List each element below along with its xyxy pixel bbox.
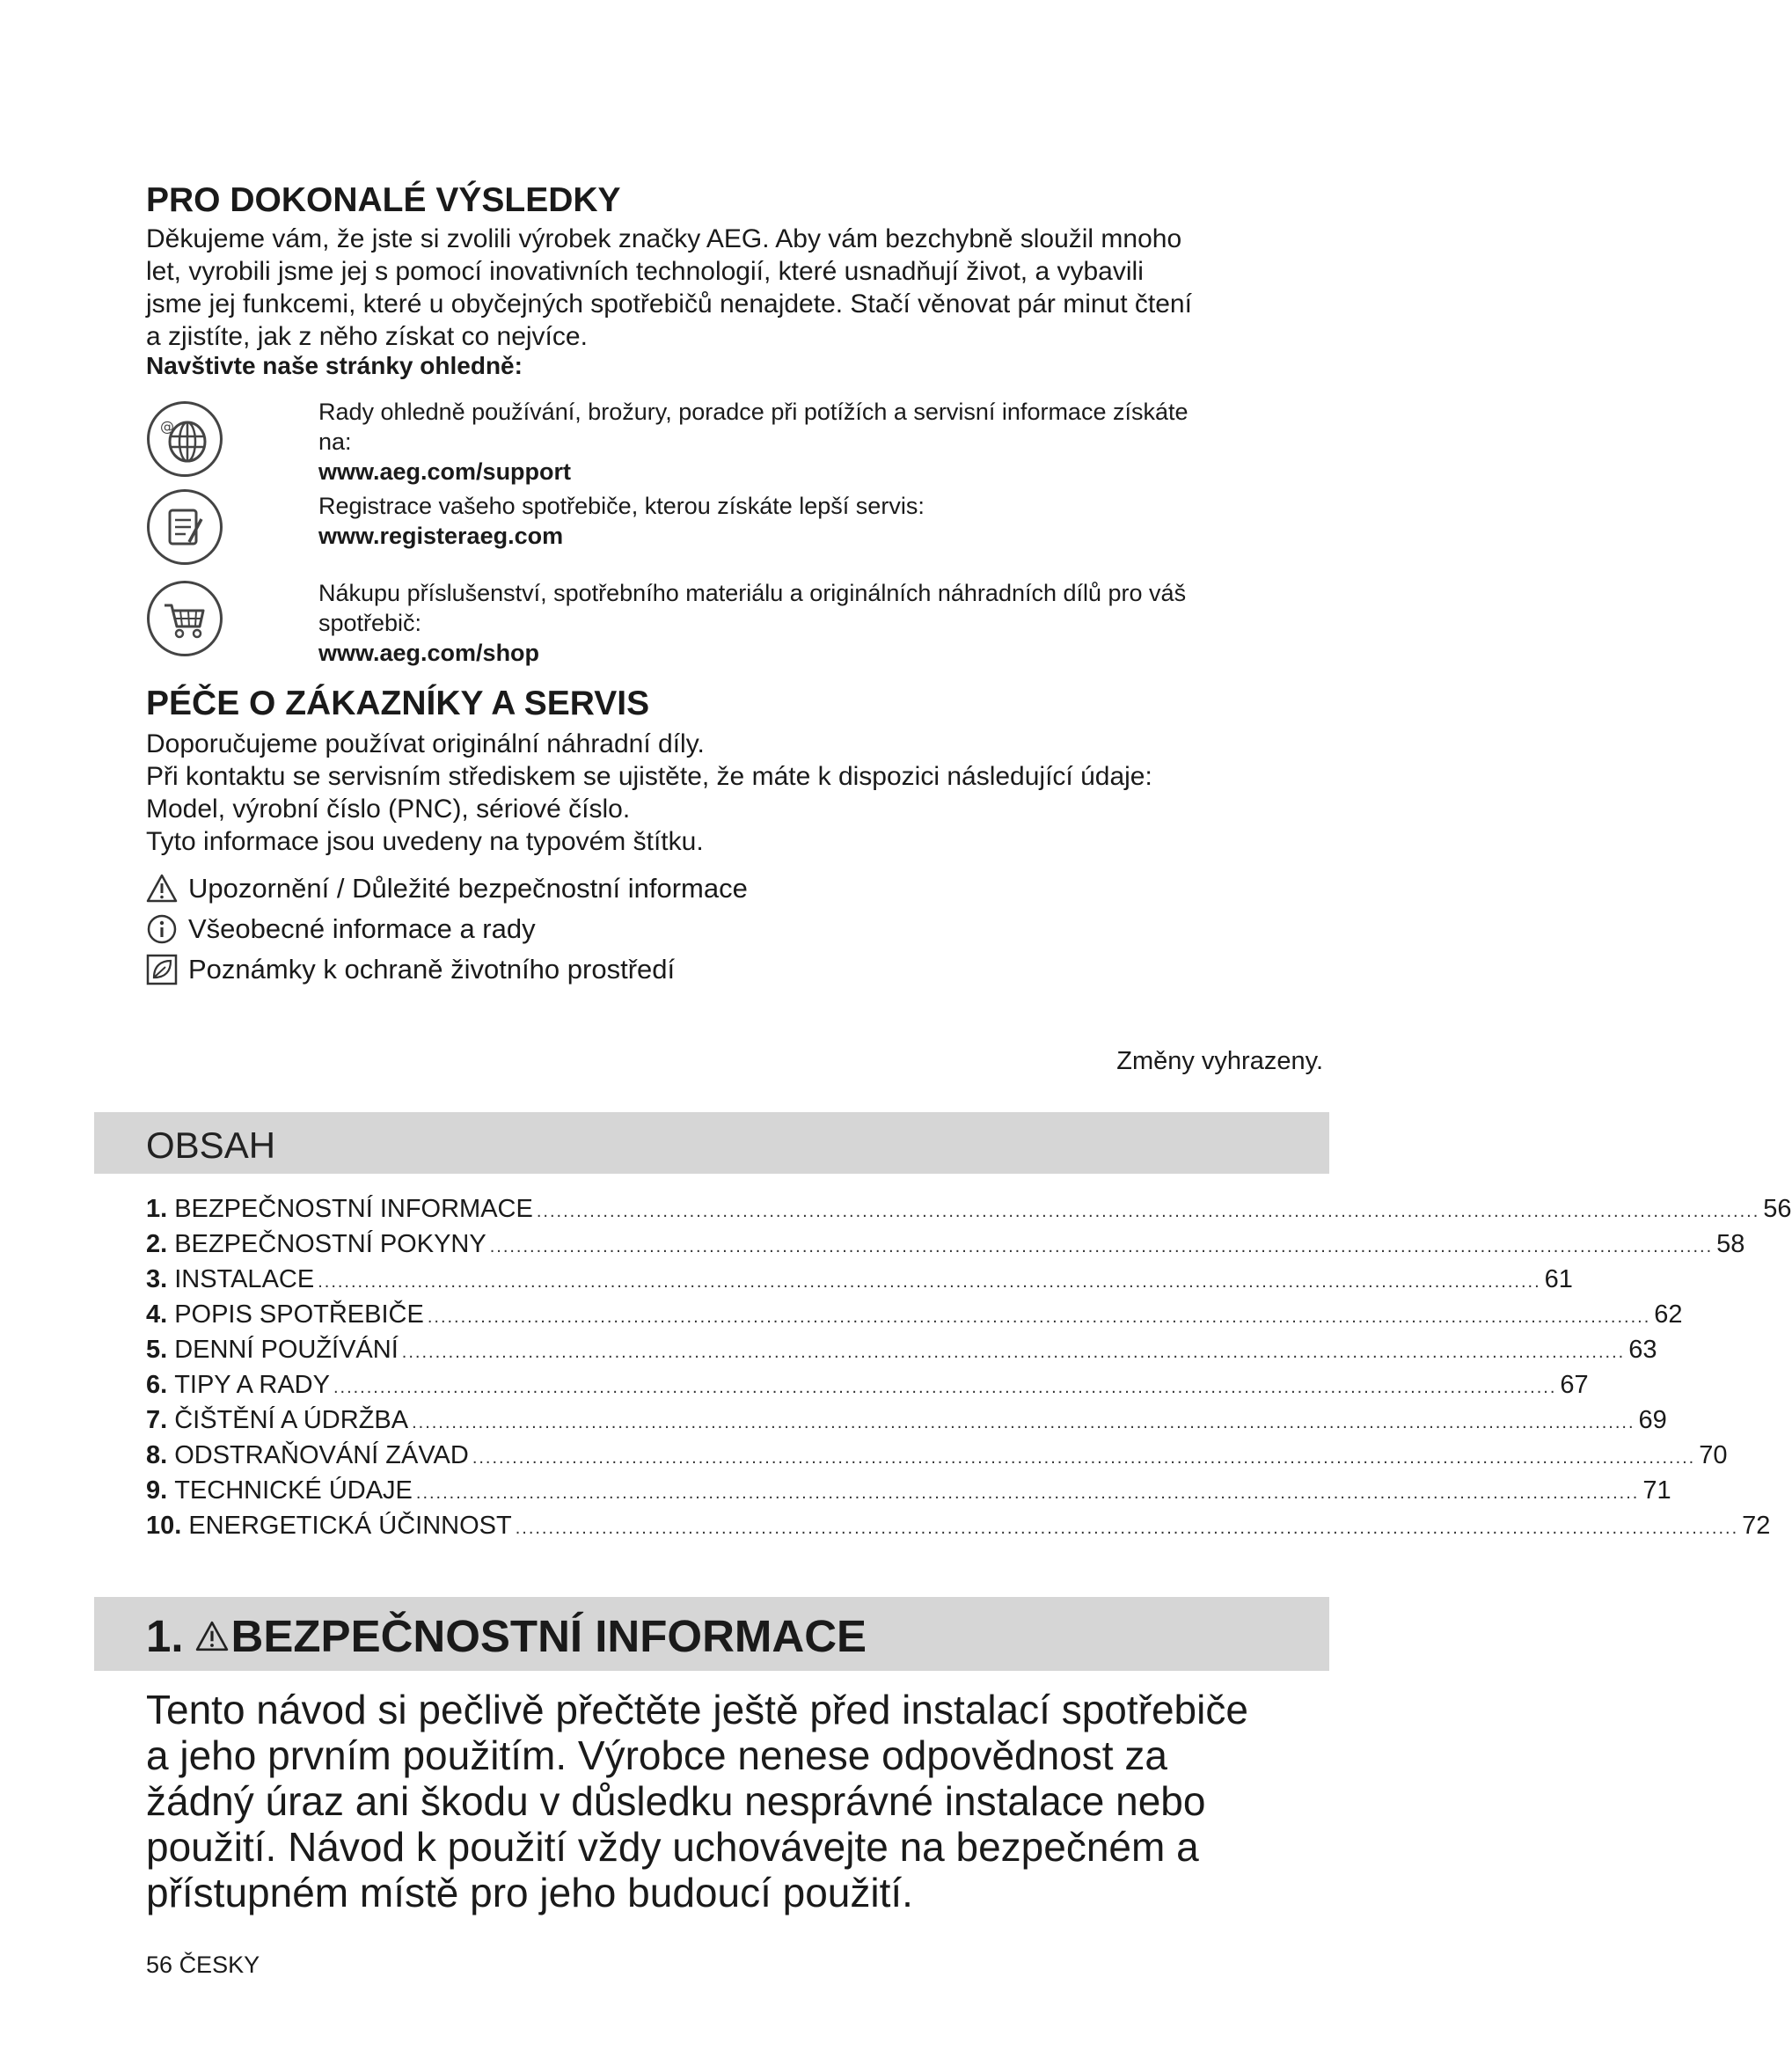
toc-item-page: 56 (1763, 1195, 1792, 1223)
shop-link-block (318, 578, 1330, 668)
service-line: Tyto informace jsou uvedeny na typovém štítku. (146, 827, 704, 856)
toc-leader-dots: ........................................................................................................................................................................................ (318, 1272, 1541, 1292)
legend-warning (146, 871, 748, 906)
section-intro-line: žádný úraz ani škodu v důsledku nesprávné instalace nebo (146, 1778, 1206, 1824)
info-icon (146, 913, 178, 945)
toc-header-band (94, 1112, 1329, 1174)
legend-environment-label: Poznámky k ochraně životního prostředí (188, 954, 676, 985)
service-line: Doporučujeme používat originální náhradní díly. (146, 729, 705, 758)
section-intro-line: přístupném místě pro jeho budoucí použití. (146, 1870, 913, 1915)
toc-item-title: POPIS SPOTŘEBIČE (174, 1300, 424, 1329)
toc-leader-dots: ........................................................................................................................................................................................ (412, 1413, 1635, 1432)
toc-item-title: ODSTRAŇOVÁNÍ ZÁVAD (174, 1441, 469, 1469)
service-line: Model, výrobní číslo (PNC), sériové číslo. (146, 795, 631, 824)
toc-item[interactable] (146, 1300, 1683, 1332)
toc-item-title: ČIŠTĚNÍ A ÚDRŽBA (174, 1406, 409, 1434)
service-line: Při kontaktu se servisním střediskem se ujistěte, že máte k dispozici následující údaje: (146, 762, 1152, 791)
toc-item-page: 67 (1560, 1371, 1589, 1399)
section-intro-line: použití. Návod k použití vždy uchovávejte na bezpečném a (146, 1824, 1199, 1870)
toc-item-page: 71 (1642, 1476, 1671, 1505)
service-paragraph (146, 728, 1342, 858)
toc-leader-dots: ........................................................................................................................................................................................ (536, 1202, 1760, 1221)
legend-environment (146, 952, 675, 987)
shop-text: Nákupu příslušenství, spotřebního materiálu a originálních náhradních dílů pro váš (318, 580, 1187, 606)
toc-leader-dots: ........................................................................................................................................................................................ (427, 1307, 1651, 1327)
section-intro-line: Tento návod si pečlivě přečtěte ještě před instalací spotřebiče (146, 1687, 1248, 1732)
toc-item-number: 10. (146, 1512, 182, 1540)
toc-item-title: TIPY A RADY (174, 1371, 330, 1399)
support-text: na: (318, 428, 352, 455)
toc-item-page: 70 (1699, 1441, 1728, 1469)
toc-item-page: 72 (1742, 1512, 1771, 1540)
intro-paragraph (146, 223, 1342, 353)
warning-icon (146, 873, 178, 904)
shop-url[interactable]: www.aeg.com/shop (318, 640, 540, 666)
toc-item-number: 7. (146, 1406, 168, 1434)
toc-item[interactable] (146, 1406, 1667, 1438)
toc-item-number: 3. (146, 1265, 168, 1293)
toc-item-number: 9. (146, 1476, 168, 1505)
toc-leader-dots: ........................................................................................................................................................................................ (401, 1343, 1626, 1362)
toc-item[interactable] (146, 1195, 1792, 1227)
toc-item-title: TECHNICKÉ ÚDAJE (174, 1476, 413, 1505)
shopping-cart-icon (147, 581, 223, 656)
globe-icon (147, 401, 223, 477)
toc-item[interactable] (146, 1336, 1657, 1367)
support-text: Rady ohledně používání, brožury, poradce při potížích a servisní informace získáte (318, 399, 1189, 425)
support-link-block (318, 397, 1330, 487)
toc-item-page: 69 (1638, 1406, 1667, 1434)
toc-item-number: 1. (146, 1195, 168, 1223)
toc-item-title: INSTALACE (174, 1265, 315, 1293)
toc-item-number: 6. (146, 1371, 168, 1399)
toc-leader-dots: ........................................................................................................................................................................................ (333, 1378, 1557, 1397)
toc-item-page: 58 (1716, 1230, 1745, 1258)
intro-line: a zjistíte, jak z něho získat co nejvíce. (146, 322, 588, 351)
toc-item[interactable] (146, 1512, 1771, 1543)
changes-note: Změny vyhrazeny. (1116, 1047, 1323, 1075)
toc-leader-dots: ........................................................................................................................................................................................ (415, 1483, 1640, 1503)
section-title (146, 1610, 867, 1662)
toc-item-title: ENERGETICKÁ ÚČINNOST (188, 1512, 512, 1540)
toc-leader-dots: ........................................................................................................................................................................................ (472, 1448, 1696, 1468)
register-text: Registrace vašeho spotřebiče, kterou získáte lepší servis: (318, 493, 925, 519)
section-intro (146, 1687, 1342, 1915)
legend-info (146, 912, 536, 947)
toc-item-page: 63 (1628, 1336, 1657, 1364)
toc-item-title: DENNÍ POUŽÍVÁNÍ (174, 1336, 399, 1364)
visit-label: Navštivte naše stránky ohledně: (146, 352, 523, 379)
legend-warning-label: Upozornění / Důležité bezpečnostní informace (188, 873, 748, 904)
legend-info-label: Všeobecné informace a rady (188, 913, 536, 944)
section-number: 1. (146, 1611, 184, 1661)
section-intro-line: a jeho prvním použitím. Výrobce nenese odpovědnost za (146, 1732, 1167, 1778)
toc-item[interactable] (146, 1441, 1728, 1473)
toc-item-number: 8. (146, 1441, 168, 1469)
toc-item[interactable] (146, 1476, 1671, 1508)
intro-line: Děkujeme vám, že jste si zvolili výrobek značky AEG. Aby vám bezchybně sloužil mnoho (146, 224, 1182, 253)
toc-leader-dots: ........................................................................................................................................................................................ (515, 1519, 1739, 1538)
service-heading: PÉČE O ZÁKAZNÍKY A SERVIS (146, 685, 650, 722)
toc-item-page: 62 (1654, 1300, 1683, 1329)
page-number: 56 (146, 1952, 173, 1978)
toc-item-title: BEZPEČNOSTNÍ POKYNY (174, 1230, 486, 1258)
support-url[interactable]: www.aeg.com/support (318, 458, 572, 485)
section-header-band (94, 1597, 1329, 1671)
register-url[interactable]: www.registeraeg.com (318, 523, 564, 549)
intro-heading: PRO DOKONALÉ VÝSLEDKY (146, 181, 621, 219)
page-footer (146, 1952, 260, 1979)
register-link-block (318, 491, 1330, 551)
toc-item-number: 5. (146, 1336, 168, 1364)
warning-icon (194, 1620, 230, 1653)
section-title-text: BEZPEČNOSTNÍ INFORMACE (230, 1611, 867, 1661)
registration-icon (147, 489, 223, 565)
svg-text:@: @ (160, 418, 174, 435)
toc-heading: OBSAH (146, 1124, 276, 1166)
toc-item-number: 4. (146, 1300, 168, 1329)
footer-language: ČESKY (179, 1952, 260, 1978)
toc-item[interactable] (146, 1371, 1589, 1403)
environment-icon (146, 954, 178, 985)
toc-item[interactable] (146, 1265, 1573, 1297)
shop-text: spotřebič: (318, 610, 422, 636)
intro-line: let, vyrobili jsme jej s pomocí inovativních technologií, které usnadňují život, a vybavili (146, 257, 1144, 286)
toc-item-number: 2. (146, 1230, 168, 1258)
intro-line: jsme jej funkcemi, které u obyčejných spotřebičů nenajdete. Stačí věnovat pár minut čtení (146, 289, 1192, 319)
toc-item[interactable] (146, 1230, 1745, 1262)
toc-item-page: 61 (1544, 1265, 1573, 1293)
toc-item-title: BEZPEČNOSTNÍ INFORMACE (174, 1195, 533, 1223)
toc-leader-dots: ........................................................................................................................................................................................ (489, 1237, 1714, 1256)
